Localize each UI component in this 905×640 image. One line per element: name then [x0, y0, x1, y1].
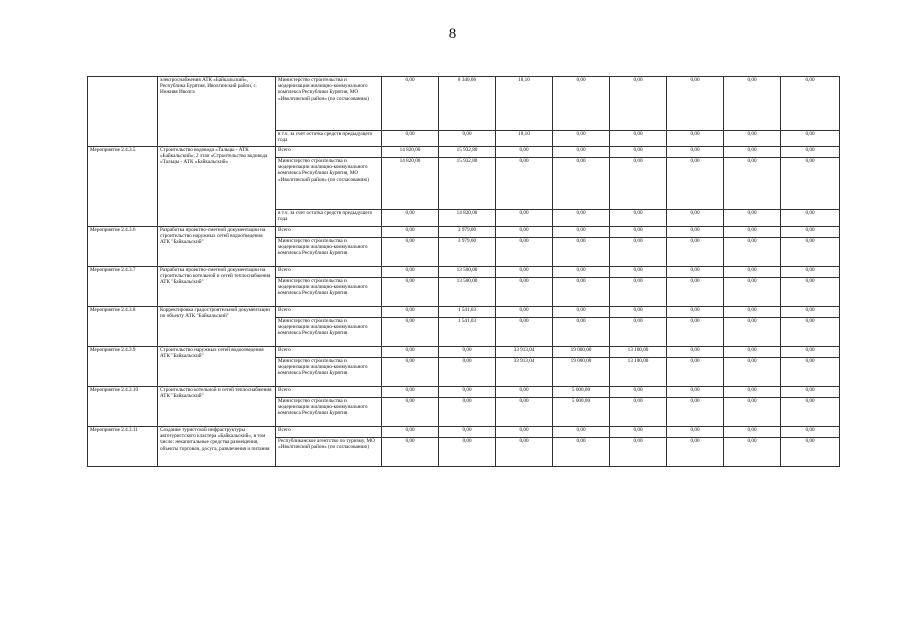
event-name-cell: Строительство котельной и сетей теплоснабжения АТК "Байкальский": [158, 387, 276, 427]
amount-cell: 18,10: [496, 77, 553, 131]
amount-cell: 0,00: [724, 387, 781, 398]
funding-source-cell: Министерство строительства и модернизации жилищно-коммунального комплекса Республики Бурятия, МО «Иволгинский район» (по согласованию): [276, 158, 382, 210]
amount-cell: 0,00: [496, 278, 553, 307]
amount-cell: 0,00: [496, 387, 553, 398]
amount-cell: 5 000,00: [553, 387, 610, 398]
amount-cell: 0,00: [496, 158, 553, 210]
amount-cell: 0,00: [610, 387, 667, 398]
amount-cell: 0,00: [496, 267, 553, 278]
amount-cell: 18,10: [496, 131, 553, 147]
amount-cell: 0,00: [610, 427, 667, 438]
amount-cell: 0,00: [382, 278, 439, 307]
amount-cell: 0,00: [724, 398, 781, 427]
event-name-cell: Строительство водовода «Тальцы - АТК «Байкальский», 2 этап «Строительство водовода «Тальцы - АТК «Байкальский»: [158, 147, 276, 227]
amount-cell: 0,00: [667, 358, 724, 387]
amount-cell: 0,00: [781, 267, 840, 278]
amount-cell: 0,00: [553, 267, 610, 278]
amount-cell: 0,00: [667, 158, 724, 210]
amount-cell: 0,00: [610, 307, 667, 318]
amount-cell: 0,00: [667, 227, 724, 238]
amount-cell: 0,00: [724, 267, 781, 278]
amount-cell: 0,00: [496, 227, 553, 238]
page-number: 8: [448, 26, 457, 42]
funding-source-cell: Министерство строительства и модернизации жилищно-коммунального комплекса Республики Бурятия: [276, 238, 382, 267]
amount-cell: 0,00: [382, 227, 439, 238]
amount-cell: 0,00: [667, 387, 724, 398]
event-code-cell: Мероприятие 2.4.3.6: [88, 227, 158, 267]
amount-cell: 0,00: [781, 131, 840, 147]
amount-cell: 0,00: [553, 278, 610, 307]
amount-cell: 0,00: [382, 318, 439, 347]
amount-cell: 0,00: [439, 387, 496, 398]
amount-cell: 19 000,00: [553, 358, 610, 387]
amount-cell: 0,00: [781, 238, 840, 267]
funding-source-cell: Всего: [276, 387, 382, 398]
amount-cell: 0,00: [724, 238, 781, 267]
amount-cell: 0,00: [610, 131, 667, 147]
amount-cell: 0,00: [781, 278, 840, 307]
table-row: [88, 427, 840, 438]
amount-cell: 13 100,00: [610, 358, 667, 387]
amount-cell: 0,00: [724, 358, 781, 387]
amount-cell: 0,00: [496, 438, 553, 467]
amount-cell: 0,00: [610, 227, 667, 238]
amount-cell: 0,00: [667, 398, 724, 427]
amount-cell: 0,00: [382, 77, 439, 131]
amount-cell: 0,00: [553, 438, 610, 467]
funding-source-cell: Министерство строительства и модернизации жилищно-коммунального комплекса Республики Бурятия, МО «Иволгинский район» (по согласованию): [276, 77, 382, 131]
amount-cell: 1 541,03: [439, 318, 496, 347]
amount-cell: 19 000,00: [553, 347, 610, 358]
amount-cell: 0,00: [667, 131, 724, 147]
amount-cell: 0,00: [553, 238, 610, 267]
amount-cell: 0,00: [439, 358, 496, 387]
amount-cell: 0,00: [382, 131, 439, 147]
amount-cell: 0,00: [781, 227, 840, 238]
amount-cell: 14 820,00: [382, 158, 439, 210]
amount-cell: 0,00: [496, 427, 553, 438]
table-row: [88, 307, 840, 318]
amount-cell: 0,00: [382, 210, 439, 227]
table-row: [88, 267, 840, 278]
amount-cell: 0,00: [382, 267, 439, 278]
amount-cell: 0,00: [667, 278, 724, 307]
table-row: [88, 387, 840, 398]
amount-cell: 0,00: [724, 318, 781, 347]
amount-cell: 0,00: [667, 147, 724, 158]
amount-cell: 0,00: [667, 347, 724, 358]
event-name-cell: Строительство наружных сетей водоотведения АТК "Байкальский": [158, 347, 276, 387]
amount-cell: 0,00: [667, 267, 724, 278]
amount-cell: 0,00: [553, 147, 610, 158]
amount-cell: 3 979,00: [439, 238, 496, 267]
amount-cell: 13 500,00: [439, 267, 496, 278]
amount-cell: 0,00: [667, 238, 724, 267]
amount-cell: 0,00: [553, 210, 610, 227]
amount-cell: 0,00: [781, 438, 840, 467]
amount-cell: 0,00: [496, 147, 553, 158]
funding-source-cell: Всего: [276, 147, 382, 158]
amount-cell: 0,00: [781, 358, 840, 387]
budget-table: [87, 76, 840, 467]
amount-cell: 0,00: [382, 347, 439, 358]
amount-cell: 0,00: [781, 77, 840, 131]
amount-cell: 0,00: [667, 427, 724, 438]
amount-cell: 0,00: [667, 77, 724, 131]
amount-cell: 0,00: [781, 398, 840, 427]
amount-cell: 14 820,00: [439, 210, 496, 227]
event-code-cell: Мероприятие 2.4.3.10: [88, 387, 158, 427]
funding-source-cell: Всего: [276, 267, 382, 278]
amount-cell: 0,00: [382, 438, 439, 467]
amount-cell: 0,00: [382, 358, 439, 387]
amount-cell: 0,00: [667, 210, 724, 227]
amount-cell: 13 500,00: [439, 278, 496, 307]
amount-cell: 0,00: [439, 438, 496, 467]
amount-cell: 0,00: [667, 307, 724, 318]
funding-source-cell: в т.ч. за счет остатка средств предыдущего года: [276, 131, 382, 147]
event-code-cell: Мероприятие 2.4.3.5: [88, 147, 158, 227]
amount-cell: 0,00: [553, 307, 610, 318]
funding-source-cell: Всего: [276, 307, 382, 318]
amount-cell: 15 932,80: [439, 147, 496, 158]
amount-cell: 1 541,03: [439, 307, 496, 318]
amount-cell: 0,00: [382, 307, 439, 318]
amount-cell: 0,00: [610, 238, 667, 267]
funding-source-cell: Министерство строительства и модернизации жилищно-коммунального комплекса Республики Бурятия: [276, 358, 382, 387]
amount-cell: 0,00: [496, 307, 553, 318]
amount-cell: 0,00: [724, 131, 781, 147]
event-code-cell: [88, 77, 158, 147]
funding-source-cell: в т.ч. за счет остатка средств предыдущего года: [276, 210, 382, 227]
amount-cell: 0,00: [667, 438, 724, 467]
amount-cell: 0,00: [610, 158, 667, 210]
amount-cell: 0,00: [724, 210, 781, 227]
funding-source-cell: Всего: [276, 347, 382, 358]
amount-cell: 14 820,00: [382, 147, 439, 158]
amount-cell: 0,00: [724, 347, 781, 358]
event-name-cell: Разработка проектно-сметной документации на строительство котельной и сетей теплоснабжения АТК "Байкальский": [158, 267, 276, 307]
funding-source-cell: Республиканское агентство по туризму, МО «Иволгинский район» (по согласованию): [276, 438, 382, 467]
amount-cell: 0,00: [610, 210, 667, 227]
amount-cell: 0,00: [553, 158, 610, 210]
amount-cell: 33 913,04: [496, 347, 553, 358]
amount-cell: 0,00: [553, 227, 610, 238]
amount-cell: 0,00: [781, 318, 840, 347]
amount-cell: 0,00: [724, 307, 781, 318]
amount-cell: 0,00: [781, 387, 840, 398]
amount-cell: 15 932,80: [439, 158, 496, 210]
event-name-cell: электроснабжения АТК «Байкальский», Республика Бурятия, Иволгинский район, с. Нижняя Иволга: [158, 77, 276, 147]
event-code-cell: Мероприятие 2.4.3.7: [88, 267, 158, 307]
event-code-cell: Мероприятие 2.4.3.11: [88, 427, 158, 467]
amount-cell: 0,00: [382, 238, 439, 267]
amount-cell: 0,00: [610, 398, 667, 427]
amount-cell: 0,00: [724, 158, 781, 210]
amount-cell: 0,00: [724, 427, 781, 438]
table-row: [88, 147, 840, 158]
event-code-cell: Мероприятие 2.4.3.9: [88, 347, 158, 387]
amount-cell: 0,00: [610, 267, 667, 278]
amount-cell: 0,00: [781, 307, 840, 318]
amount-cell: 3 979,00: [439, 227, 496, 238]
amount-cell: 0,00: [610, 77, 667, 131]
funding-source-cell: Всего: [276, 427, 382, 438]
amount-cell: 0,00: [610, 438, 667, 467]
amount-cell: 0,00: [553, 131, 610, 147]
event-name-cell: Разработка проектно-сметной документации на строительство наружных сетей водоотведения АТК "Байкальский": [158, 227, 276, 267]
funding-source-cell: Министерство строительства и модернизации жилищно-коммунального комплекса Республики Бурятия: [276, 398, 382, 427]
amount-cell: 0,00: [724, 438, 781, 467]
amount-cell: 0,00: [667, 318, 724, 347]
event-code-cell: Мероприятие 2.4.3.8: [88, 307, 158, 347]
amount-cell: 0,00: [781, 427, 840, 438]
amount-cell: 0,00: [553, 318, 610, 347]
amount-cell: 0,00: [724, 77, 781, 131]
amount-cell: 0,00: [610, 147, 667, 158]
amount-cell: 0,00: [496, 238, 553, 267]
amount-cell: 0,00: [439, 347, 496, 358]
amount-cell: 0,00: [382, 387, 439, 398]
amount-cell: 0,00: [439, 398, 496, 427]
amount-cell: 0,00: [781, 210, 840, 227]
amount-cell: 0,00: [781, 147, 840, 158]
amount-cell: 0,00: [496, 398, 553, 427]
amount-cell: 0,00: [496, 318, 553, 347]
table-row: [88, 347, 840, 358]
funding-source-cell: Всего: [276, 227, 382, 238]
amount-cell: 5 000,00: [553, 398, 610, 427]
amount-cell: 0,00: [439, 427, 496, 438]
table-row: [88, 227, 840, 238]
amount-cell: 0,00: [724, 147, 781, 158]
amount-cell: 0,00: [553, 77, 610, 131]
amount-cell: 0,00: [382, 427, 439, 438]
table-row: [88, 77, 840, 131]
event-name-cell: Корректировка градостроительной документации по объекту АТК "Байкальский": [158, 307, 276, 347]
amount-cell: 0,00: [610, 318, 667, 347]
amount-cell: 13 100,00: [610, 347, 667, 358]
amount-cell: 0,00: [496, 210, 553, 227]
amount-cell: 0,00: [382, 398, 439, 427]
amount-cell: 0,00: [553, 427, 610, 438]
amount-cell: 33 913,04: [496, 358, 553, 387]
amount-cell: 0,00: [724, 227, 781, 238]
event-name-cell: Создание туристской инфраструктуры автотуристского кластера «Байкальский», в том числе: некапитальные средства размещения, объекты торговли, досуга, развлечения и питания: [158, 427, 276, 467]
amount-cell: 0,00: [781, 347, 840, 358]
amount-cell: 0,00: [724, 278, 781, 307]
amount-cell: 8 340,06: [439, 77, 496, 131]
funding-source-cell: Министерство строительства и модернизации жилищно-коммунального комплекса Республики Бурятия: [276, 318, 382, 347]
funding-source-cell: Министерство строительства и модернизации жилищно-коммунального комплекса Республики Бурятия: [276, 278, 382, 307]
amount-cell: 0,00: [439, 131, 496, 147]
amount-cell: 0,00: [781, 158, 840, 210]
amount-cell: 0,00: [610, 278, 667, 307]
